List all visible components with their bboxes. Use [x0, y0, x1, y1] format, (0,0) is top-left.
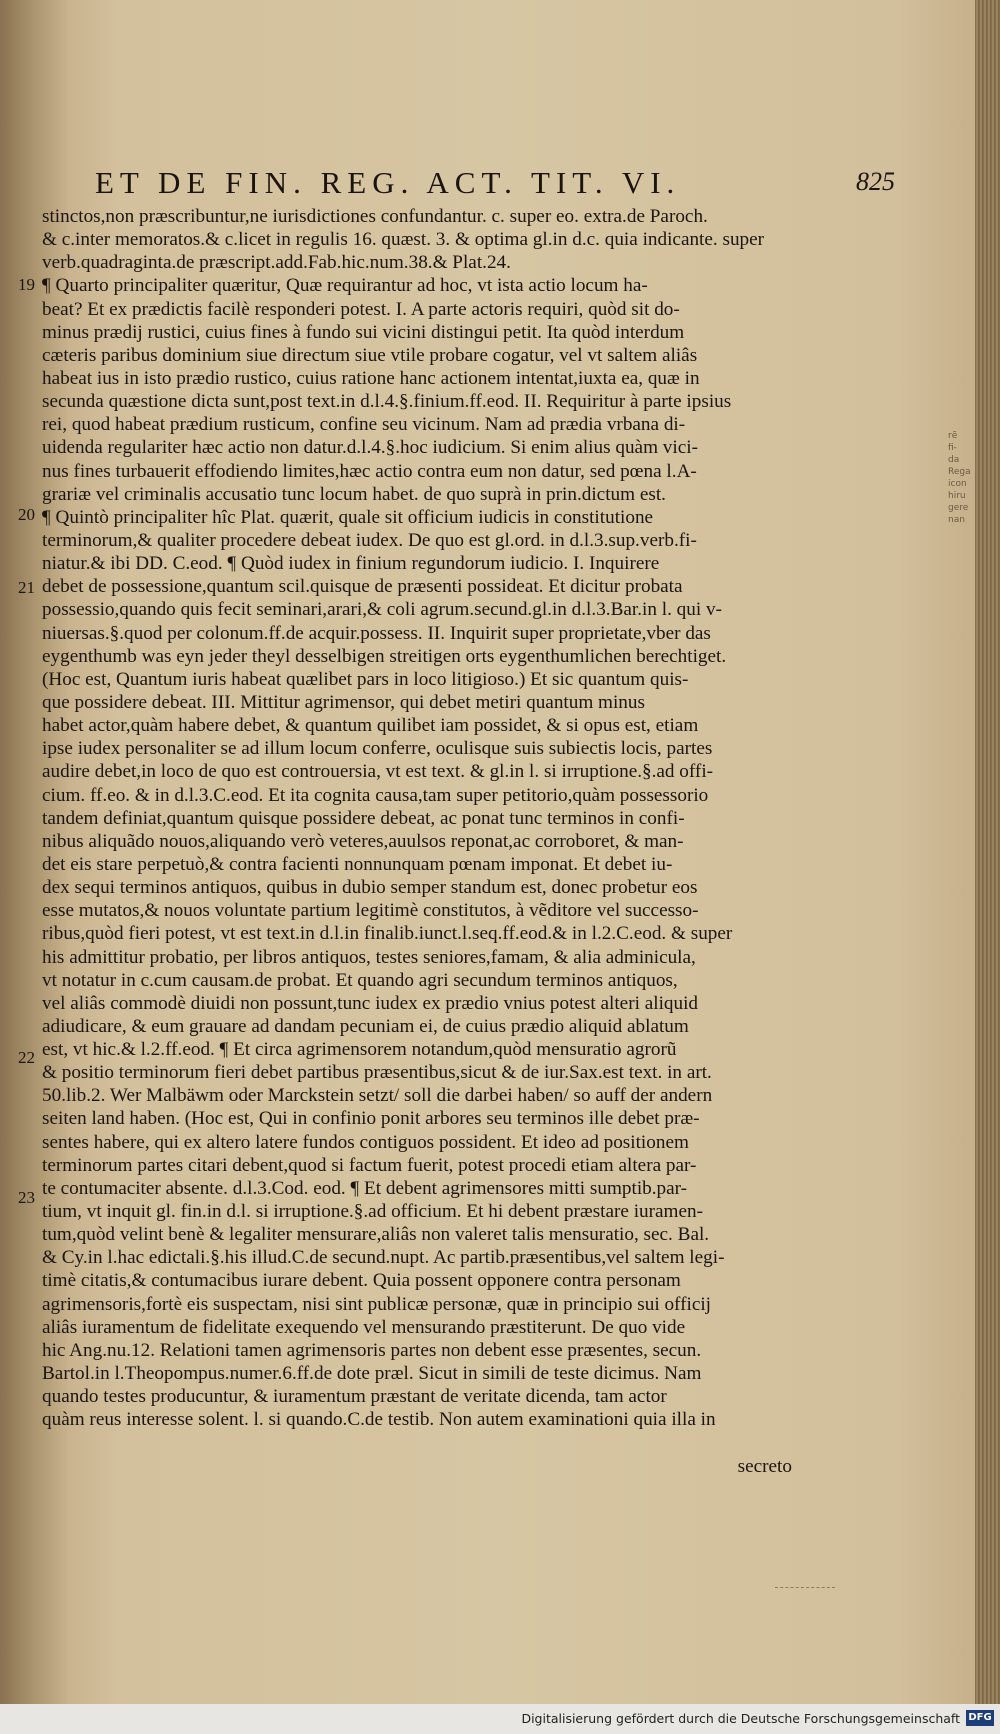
text-line: his admittitur probatio, per libros antiquos, testes seniores,famam, & alia adminicula,	[42, 946, 696, 968]
text-line: habeat ius in isto prædio rustico, cuius ratione hanc actionem intentat,iuxta ea, quæ in	[42, 367, 700, 389]
funding-notice: Digitalisierung gefördert durch die Deutsche Forschungsgemeinschaft	[521, 1711, 960, 1726]
digitization-footer	[0, 1704, 1000, 1734]
dfg-logo-icon: DFG	[966, 1710, 994, 1726]
text-line: quando testes producuntur, & iuramentum præstant de veritate dicenda, tam actor	[42, 1386, 667, 1408]
text-line: cæteris paribus dominium siue directum siue vtile probare cogatur, vel vt saltem aliâs	[42, 344, 698, 366]
margin-number: 19	[18, 275, 35, 294]
page-stack-edge	[975, 0, 1000, 1734]
text-line: possessio,quando quis fecit seminari,arari,& coli agrum.secund.gl.in d.l.3.Bar.in l. qui v-	[42, 599, 722, 621]
running-header	[95, 165, 895, 203]
text-line: terminorum partes citari debent,quod si factum fuerit, potest procedi etiam altera par-	[42, 1154, 697, 1176]
text-line: timè citatis,& contumacibus iurare debent. Quia possent opponere contra personam	[42, 1270, 681, 1292]
text-line: det eis stare perpetuò,& contra facienti nonnunquam pœnam imponat. Et debet iu-	[42, 853, 673, 875]
body-text	[42, 205, 852, 1478]
catchword: secreto	[737, 1455, 792, 1477]
text-line: ipse iudex personaliter se ad illum locum conferre, oculisque suis subiectis locis, partes	[42, 738, 713, 760]
text-line: est, vt hic.& l.2.ff.eod. ¶ Et circa agrimensorem notandum,quòd mensuratio agrorũ	[42, 1039, 677, 1061]
margin-number: 23	[18, 1188, 35, 1207]
text-line: uidenda regulariter hæc actio non datur.d.l.4.§.hoc iudicium. Si enim alius quàm vici-	[42, 437, 698, 459]
text-line: seiten land haben. (Hoc est, Qui in confinio ponit arbores seu terminos ille debet præ-	[42, 1108, 700, 1130]
text-line: ¶ Quarto principaliter quæritur, Quæ requirantur ad hoc, vt ista actio locum ha-	[42, 275, 648, 297]
text-line: esse mutatos,& nouos voluntate partium legitimè constitutos, à vẽditore vel successo-	[42, 900, 699, 922]
text-line	[42, 1431, 852, 1454]
text-line: (Hoc est, Quantum iuris habeat quælibet pars in loco litigioso.) Et sic quantum quis-	[42, 668, 689, 690]
text-line: terminorum,& qualiter procedere debeat iudex. De quo est gl.ord. in d.l.3.sup.verb.fi-	[42, 529, 697, 551]
text-line: minus prædij rustici, cuius fines à fundo sui vicini distingui petit. Ita quòd interdum	[42, 321, 685, 343]
text-line: tium, vt inquit gl. fin.in d.l. si irruptione.§.ad officium. Et hi debent præstare iuramen-	[42, 1201, 703, 1223]
text-line: secunda quæstione dicta sunt,post text.in d.l.4.§.finium.ff.eod. II. Requiritur à parte ipsius	[42, 391, 732, 413]
text-line: habet actor,quàm habere debet, & quantum quilibet iam possidet, & si opus est, etiam	[42, 715, 699, 737]
text-line: que possidere debeat. III. Mittitur agrimensor, qui debet metiri quantum minus	[42, 691, 645, 713]
margin-number: 22	[18, 1048, 35, 1067]
text-line: & Cy.in l.hac edictali.§.his illud.C.de secund.nupt. Ac partib.præsentibus,vel saltem legi-	[42, 1247, 725, 1269]
header-title: ET DE FIN. REG. ACT. TIT. VI.	[95, 165, 681, 200]
text-line: adiudicare, & eum grauare ad dandam pecuniam ei, de cuius prædio aliquid ablatum	[42, 1015, 689, 1037]
text-line: & positio terminorum fieri debet partibus præsentibus,sicut & de iur.Sax.est text. in art.	[42, 1062, 712, 1084]
text-line: Bartol.in l.Theopompus.numer.6.ff.de dote præl. Sicut in simili de teste dicimus. Nam	[42, 1363, 702, 1385]
text-line: audire debet,in loco de quo est controuersia, vt est text. & gl.in l. si irruptione.§.ad offi-	[42, 761, 714, 783]
text-line: nus fines turbauerit effodiendo limites,hæc actio contra eum non datur, sed pœna l.A-	[42, 460, 697, 482]
text-line: debet de possessione,quantum scil.quisque de præsenti possideat. Et dicitur probata	[42, 576, 683, 598]
text-line: beat? Et ex prædictis facilè responderi potest. I. A parte actoris requiri, quòd sit do-	[42, 298, 680, 320]
neighbor-page-fragments: rẽ fi- da Rega icon hiru gere nan	[948, 431, 971, 525]
text-line: verb.quadraginta.de præscript.add.Fab.hic.num.38.& Plat.24.	[42, 252, 511, 274]
text-line: ¶ Quintò principaliter hîc Plat. quærit, quale sit officium iudicis in constitutione	[42, 506, 654, 528]
pencil-mark	[775, 1587, 835, 1594]
text-line: hic Ang.nu.12. Relationi tamen agrimensoris partes non debent esse præsentes, secun.	[42, 1339, 702, 1361]
text-line: ribus,quòd fieri potest, vt est text.in d.l.in finalib.iunct.l.seq.ff.eod.& in l.2.C.eod. & super	[42, 923, 733, 945]
margin-number: 20	[18, 505, 35, 524]
text-line: niuersas.§.quod per colonum.ff.de acquir.possess. II. Inquirit super proprietate,vber das	[42, 622, 711, 644]
text-line: nibus aliquãdo nouos,aliquando verò veteres,auulsos reponat,ac corroboret, & man-	[42, 830, 684, 852]
text-line: 50.lib.2. Wer Malbäwm oder Marckstein setzt/ soll die darbei haben/ so auff der andern	[42, 1085, 713, 1107]
margin-number: 21	[18, 578, 35, 597]
text-line: sentes habere, qui ex altero latere fundos contiguos possident. Et ideo ad positionem	[42, 1131, 689, 1153]
text-line: rei, quod habeat prædium rusticum, confine seu vicinum. Nam ad prædia vrbana di-	[42, 414, 686, 436]
page-number: 825	[856, 167, 895, 196]
text-line: stinctos,non præscribuntur,ne iurisdictiones confundantur. c. super eo. extra.de Paroch.	[42, 206, 708, 227]
text-line: dex sequi terminos antiquos, quibus in dubio semper standum est, donec probetur eos	[42, 877, 698, 899]
text-line: eygenthumb was eyn jeder theyl desselbigen streitigen orts eygenthumlichen berechtiget.	[42, 645, 727, 667]
text-line: grariæ vel criminalis accusatio tunc locum habet. de quo suprà in prin.dictum est.	[42, 483, 666, 505]
text-line: te contumaciter absente. d.l.3.Cod. eod. ¶ Et debent agrimensores mitti sumptib.par-	[42, 1177, 688, 1199]
text-line: aliâs iuramentum de fidelitate exequendo vel mensurando præstiterunt. De quo vide	[42, 1316, 686, 1338]
text-line: & c.inter memoratos.& c.licet in regulis 16. quæst. 3. & optima gl.in d.c. quia indicante. super	[42, 229, 765, 251]
text-line: tandem definiat,quantum quisque possidere debeat, ac ponat tunc terminos in confi-	[42, 807, 685, 829]
text-line: vt notatur in c.cum causam.de probat. Et quando agri secundum terminos antiquos,	[42, 969, 678, 991]
text-line: quàm reus interesse solent. l. si quando.C.de testib. Non autem examinationi quia illa in	[42, 1409, 716, 1431]
text-line: niatur.& ibi DD. C.eod. ¶ Quòd iudex in finium regundorum iudicio. I. Inquirere	[42, 553, 660, 575]
text-line: cium. ff.eo. & in d.l.3.C.eod. Et ita cognita causa,tam super petitorio,quàm possessorio	[42, 784, 709, 806]
text-line: tum,quòd velint benè & legaliter mensurare,aliâs non valeret talis mensuratio, sec. Bal.	[42, 1224, 710, 1246]
text-line: agrimensoris,fortè eis suspectam, nisi sint publicæ personæ, quæ in principio sui officij	[42, 1293, 711, 1315]
text-line: vel aliâs commodè diuidi non possunt,tunc iudex ex prædio vnius potest alteri aliquid	[42, 992, 699, 1014]
